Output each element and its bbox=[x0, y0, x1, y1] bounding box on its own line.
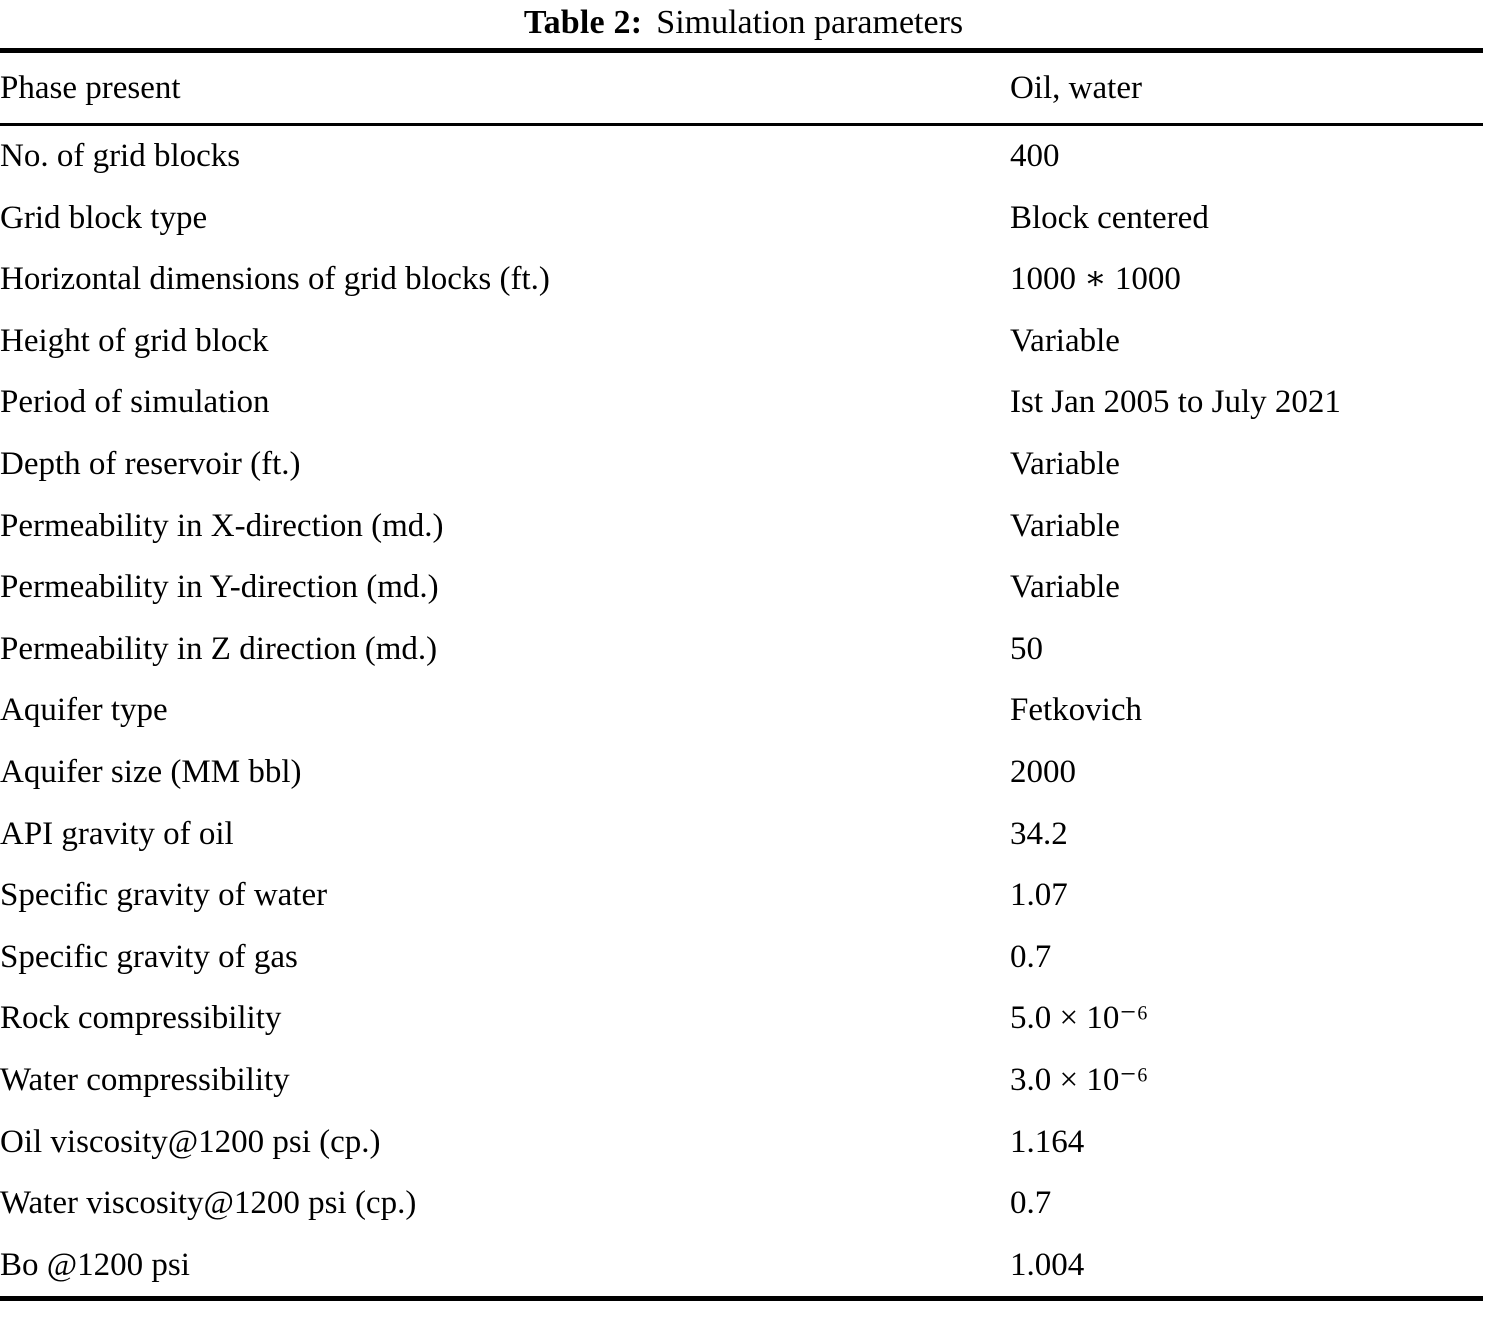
parameter-name-text: Oil viscosity@1200 psi (cp.) bbox=[0, 1123, 381, 1160]
parameter-name-text: Water viscosity@1200 psi (cp.) bbox=[0, 1185, 417, 1222]
parameter-name-text: Permeability in Y-direction (md.) bbox=[0, 569, 439, 606]
table-row bbox=[0, 1050, 1483, 1112]
table-row bbox=[0, 742, 1483, 804]
simulation-parameters-body bbox=[0, 126, 1483, 1296]
parameter-name-text: Specific gravity of water bbox=[0, 877, 328, 914]
parameter-name-cell bbox=[0, 188, 1010, 250]
table-row bbox=[0, 1173, 1483, 1235]
parameter-value-cell bbox=[1010, 372, 1483, 434]
parameter-name-text: Aquifer size (MM bbl) bbox=[0, 753, 302, 790]
parameter-name-text: Height of grid block bbox=[0, 322, 269, 359]
parameter-name-text: Permeability in Z direction (md.) bbox=[0, 630, 438, 667]
parameter-value-text: Block centered bbox=[1010, 199, 1209, 236]
parameter-value-text: 1.164 bbox=[1010, 1123, 1085, 1160]
table-row bbox=[0, 496, 1483, 558]
header-label-text: Phase present bbox=[0, 70, 181, 106]
parameter-name-cell bbox=[0, 249, 1010, 311]
parameter-value-cell bbox=[1010, 434, 1483, 496]
parameter-name-cell bbox=[0, 619, 1010, 681]
table-caption-text: Simulation parameters bbox=[656, 4, 964, 41]
parameter-value-text: 1.004 bbox=[1010, 1246, 1085, 1283]
parameter-name-cell bbox=[0, 1112, 1010, 1174]
parameter-value-cell bbox=[1010, 1112, 1483, 1174]
table-caption bbox=[0, 0, 1487, 48]
table-bottom-rule bbox=[0, 1296, 1483, 1301]
parameter-name-cell bbox=[0, 1235, 1010, 1297]
parameter-value-text: 5.0 × 10⁻⁶ bbox=[1010, 1000, 1149, 1037]
parameter-name-cell bbox=[0, 988, 1010, 1050]
parameter-name-cell bbox=[0, 804, 1010, 866]
parameter-value-text: Variable bbox=[1010, 569, 1120, 606]
parameter-value-text: Variable bbox=[1010, 322, 1120, 359]
header-cell-label bbox=[0, 53, 1010, 123]
table-row bbox=[0, 804, 1483, 866]
parameter-value-text: 400 bbox=[1010, 138, 1060, 174]
parameter-value-text: 1000 ∗ 1000 bbox=[1010, 261, 1181, 298]
parameter-value-cell bbox=[1010, 249, 1483, 311]
table-header-row bbox=[0, 53, 1483, 123]
parameter-name-text: Horizontal dimensions of grid blocks (ft.) bbox=[0, 261, 550, 298]
parameter-value-cell bbox=[1010, 927, 1483, 989]
parameter-name-cell bbox=[0, 865, 1010, 927]
table-row bbox=[0, 249, 1483, 311]
parameter-value-cell bbox=[1010, 1173, 1483, 1235]
parameter-value-cell bbox=[1010, 742, 1483, 804]
parameter-value-cell bbox=[1010, 126, 1483, 188]
header-value-text: Oil, water bbox=[1010, 70, 1142, 106]
table-row bbox=[0, 865, 1483, 927]
parameter-value-cell bbox=[1010, 188, 1483, 250]
parameter-value-cell bbox=[1010, 865, 1483, 927]
table-row bbox=[0, 1112, 1483, 1174]
table-row bbox=[0, 1235, 1483, 1297]
parameter-name-cell bbox=[0, 680, 1010, 742]
parameter-name-text: Rock compressibility bbox=[0, 1000, 282, 1037]
parameter-value-cell bbox=[1010, 680, 1483, 742]
table-row bbox=[0, 988, 1483, 1050]
parameter-value-text: 0.7 bbox=[1010, 1185, 1052, 1222]
parameter-name-cell bbox=[0, 742, 1010, 804]
simulation-parameters-table bbox=[0, 53, 1483, 123]
parameter-value-text: 2000 bbox=[1010, 753, 1076, 790]
table-row bbox=[0, 557, 1483, 619]
parameter-name-cell bbox=[0, 126, 1010, 188]
table-row bbox=[0, 188, 1483, 250]
parameter-value-text: 34.2 bbox=[1010, 815, 1068, 852]
parameter-value-text: 0.7 bbox=[1010, 938, 1052, 975]
table-row bbox=[0, 434, 1483, 496]
parameter-name-text: API gravity of oil bbox=[0, 815, 234, 852]
parameter-value-text: Variable bbox=[1010, 445, 1120, 482]
table-header-group bbox=[0, 53, 1483, 123]
parameter-name-text: Permeability in X-direction (md.) bbox=[0, 507, 444, 544]
parameter-name-cell bbox=[0, 557, 1010, 619]
parameter-value-cell bbox=[1010, 1235, 1483, 1297]
parameter-value-text: 1.07 bbox=[1010, 877, 1068, 914]
parameter-value-cell bbox=[1010, 557, 1483, 619]
table-row bbox=[0, 680, 1483, 742]
parameter-name-cell bbox=[0, 311, 1010, 373]
parameter-name-cell bbox=[0, 1173, 1010, 1235]
header-cell-value bbox=[1010, 53, 1483, 123]
parameter-value-text: Fetkovich bbox=[1010, 692, 1142, 729]
parameter-value-cell bbox=[1010, 311, 1483, 373]
parameter-name-cell bbox=[0, 1050, 1010, 1112]
parameter-value-cell bbox=[1010, 988, 1483, 1050]
table-row bbox=[0, 126, 1483, 188]
parameter-name-cell bbox=[0, 372, 1010, 434]
parameter-name-cell bbox=[0, 927, 1010, 989]
parameter-name-text: Aquifer type bbox=[0, 692, 168, 729]
table-row bbox=[0, 619, 1483, 681]
parameter-value-cell bbox=[1010, 619, 1483, 681]
parameter-value-text: 50 bbox=[1010, 630, 1043, 667]
parameter-name-cell bbox=[0, 496, 1010, 558]
table-caption-label: Table 2: bbox=[523, 4, 643, 41]
parameter-value-cell bbox=[1010, 496, 1483, 558]
parameter-name-cell bbox=[0, 434, 1010, 496]
parameter-name-text: Depth of reservoir (ft.) bbox=[0, 445, 301, 482]
table-row bbox=[0, 372, 1483, 434]
table-body bbox=[0, 126, 1483, 1296]
parameter-name-text: Bo @1200 psi bbox=[0, 1246, 190, 1283]
parameter-name-text: No. of grid blocks bbox=[0, 138, 241, 174]
parameter-name-text: Water compressibility bbox=[0, 1061, 290, 1098]
parameter-value-text: 3.0 × 10⁻⁶ bbox=[1010, 1061, 1149, 1098]
parameter-name-text: Grid block type bbox=[0, 199, 208, 236]
parameter-value-text: Ist Jan 2005 to July 2021 bbox=[1010, 384, 1341, 421]
table-row bbox=[0, 927, 1483, 989]
parameter-value-text: Variable bbox=[1010, 507, 1120, 544]
parameter-name-text: Specific gravity of gas bbox=[0, 938, 298, 975]
parameter-value-cell bbox=[1010, 804, 1483, 866]
parameter-name-text: Period of simulation bbox=[0, 384, 270, 421]
parameter-value-cell bbox=[1010, 1050, 1483, 1112]
table-row bbox=[0, 311, 1483, 373]
